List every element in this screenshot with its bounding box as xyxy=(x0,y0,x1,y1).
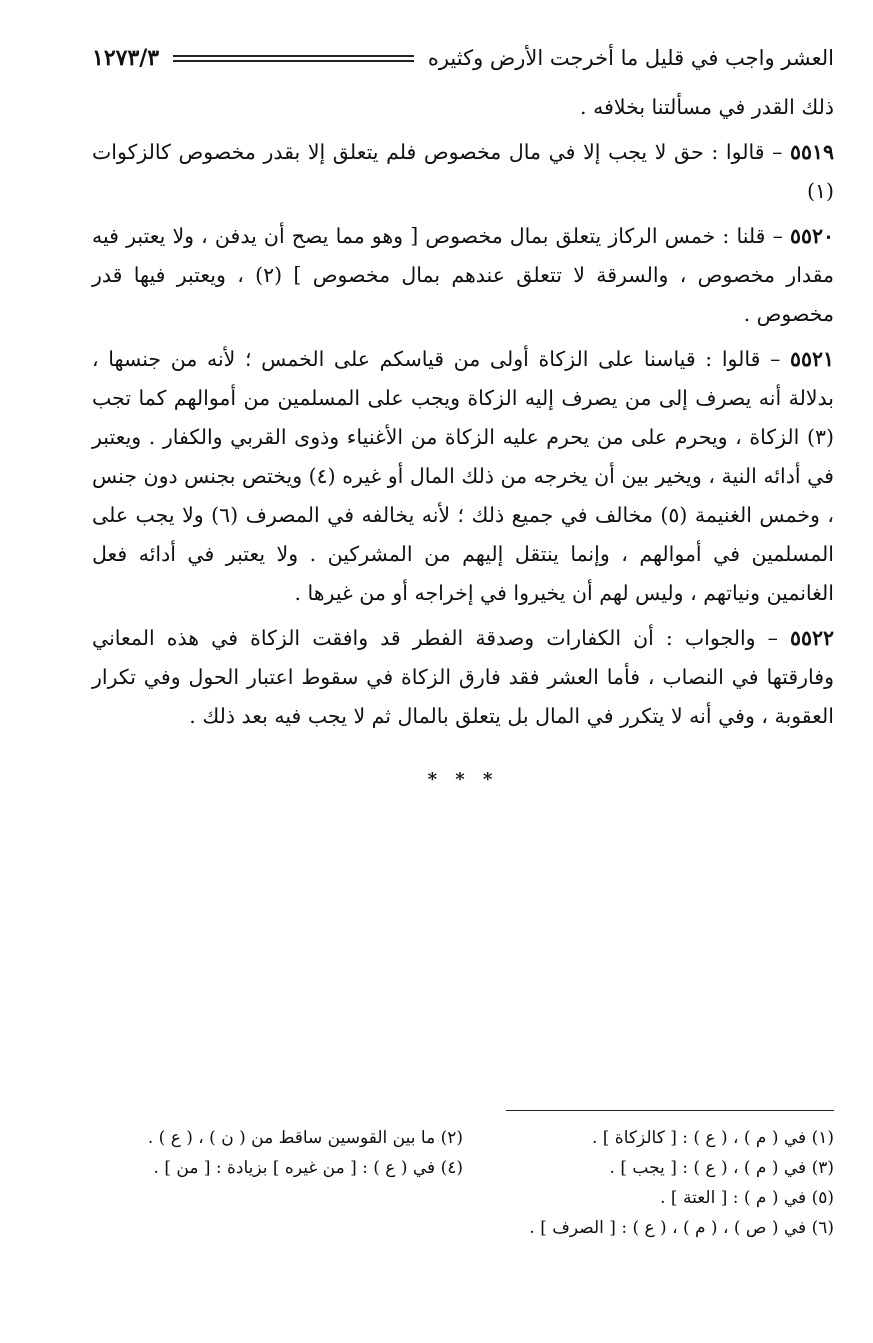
header-rule xyxy=(173,55,414,62)
paragraph-text: – قالوا : قياسنا على الزكاة أولى من قياسكم على الخمس ؛ لأنه من جنسها ، بدلالة أنه يصرف إلى من يصرف إليه الزكاة ويجب على المسلمين من أموالهم كما تجب (٣) الزكاة ، ويحرم على من يحرم عليه الزكاة من الأغنياء وذوى القربي والكفار . ويعتبر في أدائه النية ، ويخير بين أن يخرجه من ذلك المال أو غيره (٤) ويختص بجنس دون جنس ، وخمس الغنيمة (٥) مخالف في جميع ذلك ؛ لأنه يخالفه في المصرف (٦) ولا يجب على المسلمين في أموالهم ، وإنما ينتقل إليهم من المشركين . ولا يعتبر في أدائه فعل الغانمين ونياتهم ، وليس لهم أن يخيروا في إخراجه أو من غيرها . xyxy=(92,347,834,605)
paragraph-number: ٥٥٢١ xyxy=(789,347,834,371)
footnote-3: (٣) في ( م ) ، ( ع ) : [ يجب ] . xyxy=(609,1158,834,1178)
footnote-5: (٥) في ( م ) : [ العتة ] . xyxy=(660,1188,834,1208)
paragraph-number: ٥٥٢٢ xyxy=(789,626,834,650)
paragraph-number: ٥٥١٩ xyxy=(789,140,834,164)
footnote-rule xyxy=(506,1110,834,1111)
paragraph-text: ذلك القدر في مسألتنا بخلافه . xyxy=(580,95,834,119)
header-title: العشر واجب في قليل ما أخرجت الأرض وكثيره xyxy=(427,46,834,70)
paragraph-5520 xyxy=(92,217,834,334)
paragraph-5522 xyxy=(92,619,834,736)
footnotes xyxy=(92,1110,834,1243)
page-number: ١٢٧٣/٣ xyxy=(92,45,160,71)
main-text xyxy=(92,88,834,799)
footnote-6: (٦) في ( ص ) ، ( م ) ، ( ع ) : [ الصرف ] . xyxy=(529,1218,834,1238)
footnote-row xyxy=(92,1153,834,1183)
paragraph-5519 xyxy=(92,133,834,211)
page xyxy=(92,40,834,799)
paragraph-text: – والجواب : أن الكفارات وصدقة الفطر قد وافقت الزكاة في هذه المعاني وفارقتها في النصاب ، فأما العشر فقد فارق الزكاة في سقوط اعتبار الحول وفي تكرار العقوبة ، وفي أنه لا يتكرر في المال بل يتعلق بالمال ثم لا يجب فيه بعد ذلك . xyxy=(92,626,834,728)
footnote-4: (٤) في ( ع ) : [ من غيره ] بزيادة : [ من ] . xyxy=(153,1158,463,1178)
paragraph-text: – قلنا : خمس الركاز يتعلق بمال مخصوص [ وهو مما يصح أن يدفن ، ولا يعتبر فيه مقدار مخصوص ، والسرقة لا تتعلق عندهم بمال مخصوص ] (٢) ، ويعتبر فيها قدر مخصوص . xyxy=(92,224,835,326)
paragraph-number: ٥٥٢٠ xyxy=(789,224,834,248)
paragraph-5521 xyxy=(92,340,834,613)
footnote-row xyxy=(92,1183,834,1213)
footnote-1: (١) في ( م ) ، ( ع ) : [ كالزكاة ] . xyxy=(591,1128,834,1148)
intro-paragraph xyxy=(92,88,834,127)
section-separator: * * * xyxy=(427,769,499,790)
footnote-row xyxy=(92,1123,834,1153)
running-header xyxy=(92,40,834,76)
paragraph-text: – قالوا : حق لا يجب إلا في مال مخصوص فلم يتعلق إلا بقدر مخصوص كالزكوات (١) xyxy=(92,140,834,203)
footnote-2: (٢) ما بين القوسين ساقط من ( ن ) ، ( ع ) . xyxy=(147,1128,463,1148)
footnote-row xyxy=(92,1213,834,1243)
